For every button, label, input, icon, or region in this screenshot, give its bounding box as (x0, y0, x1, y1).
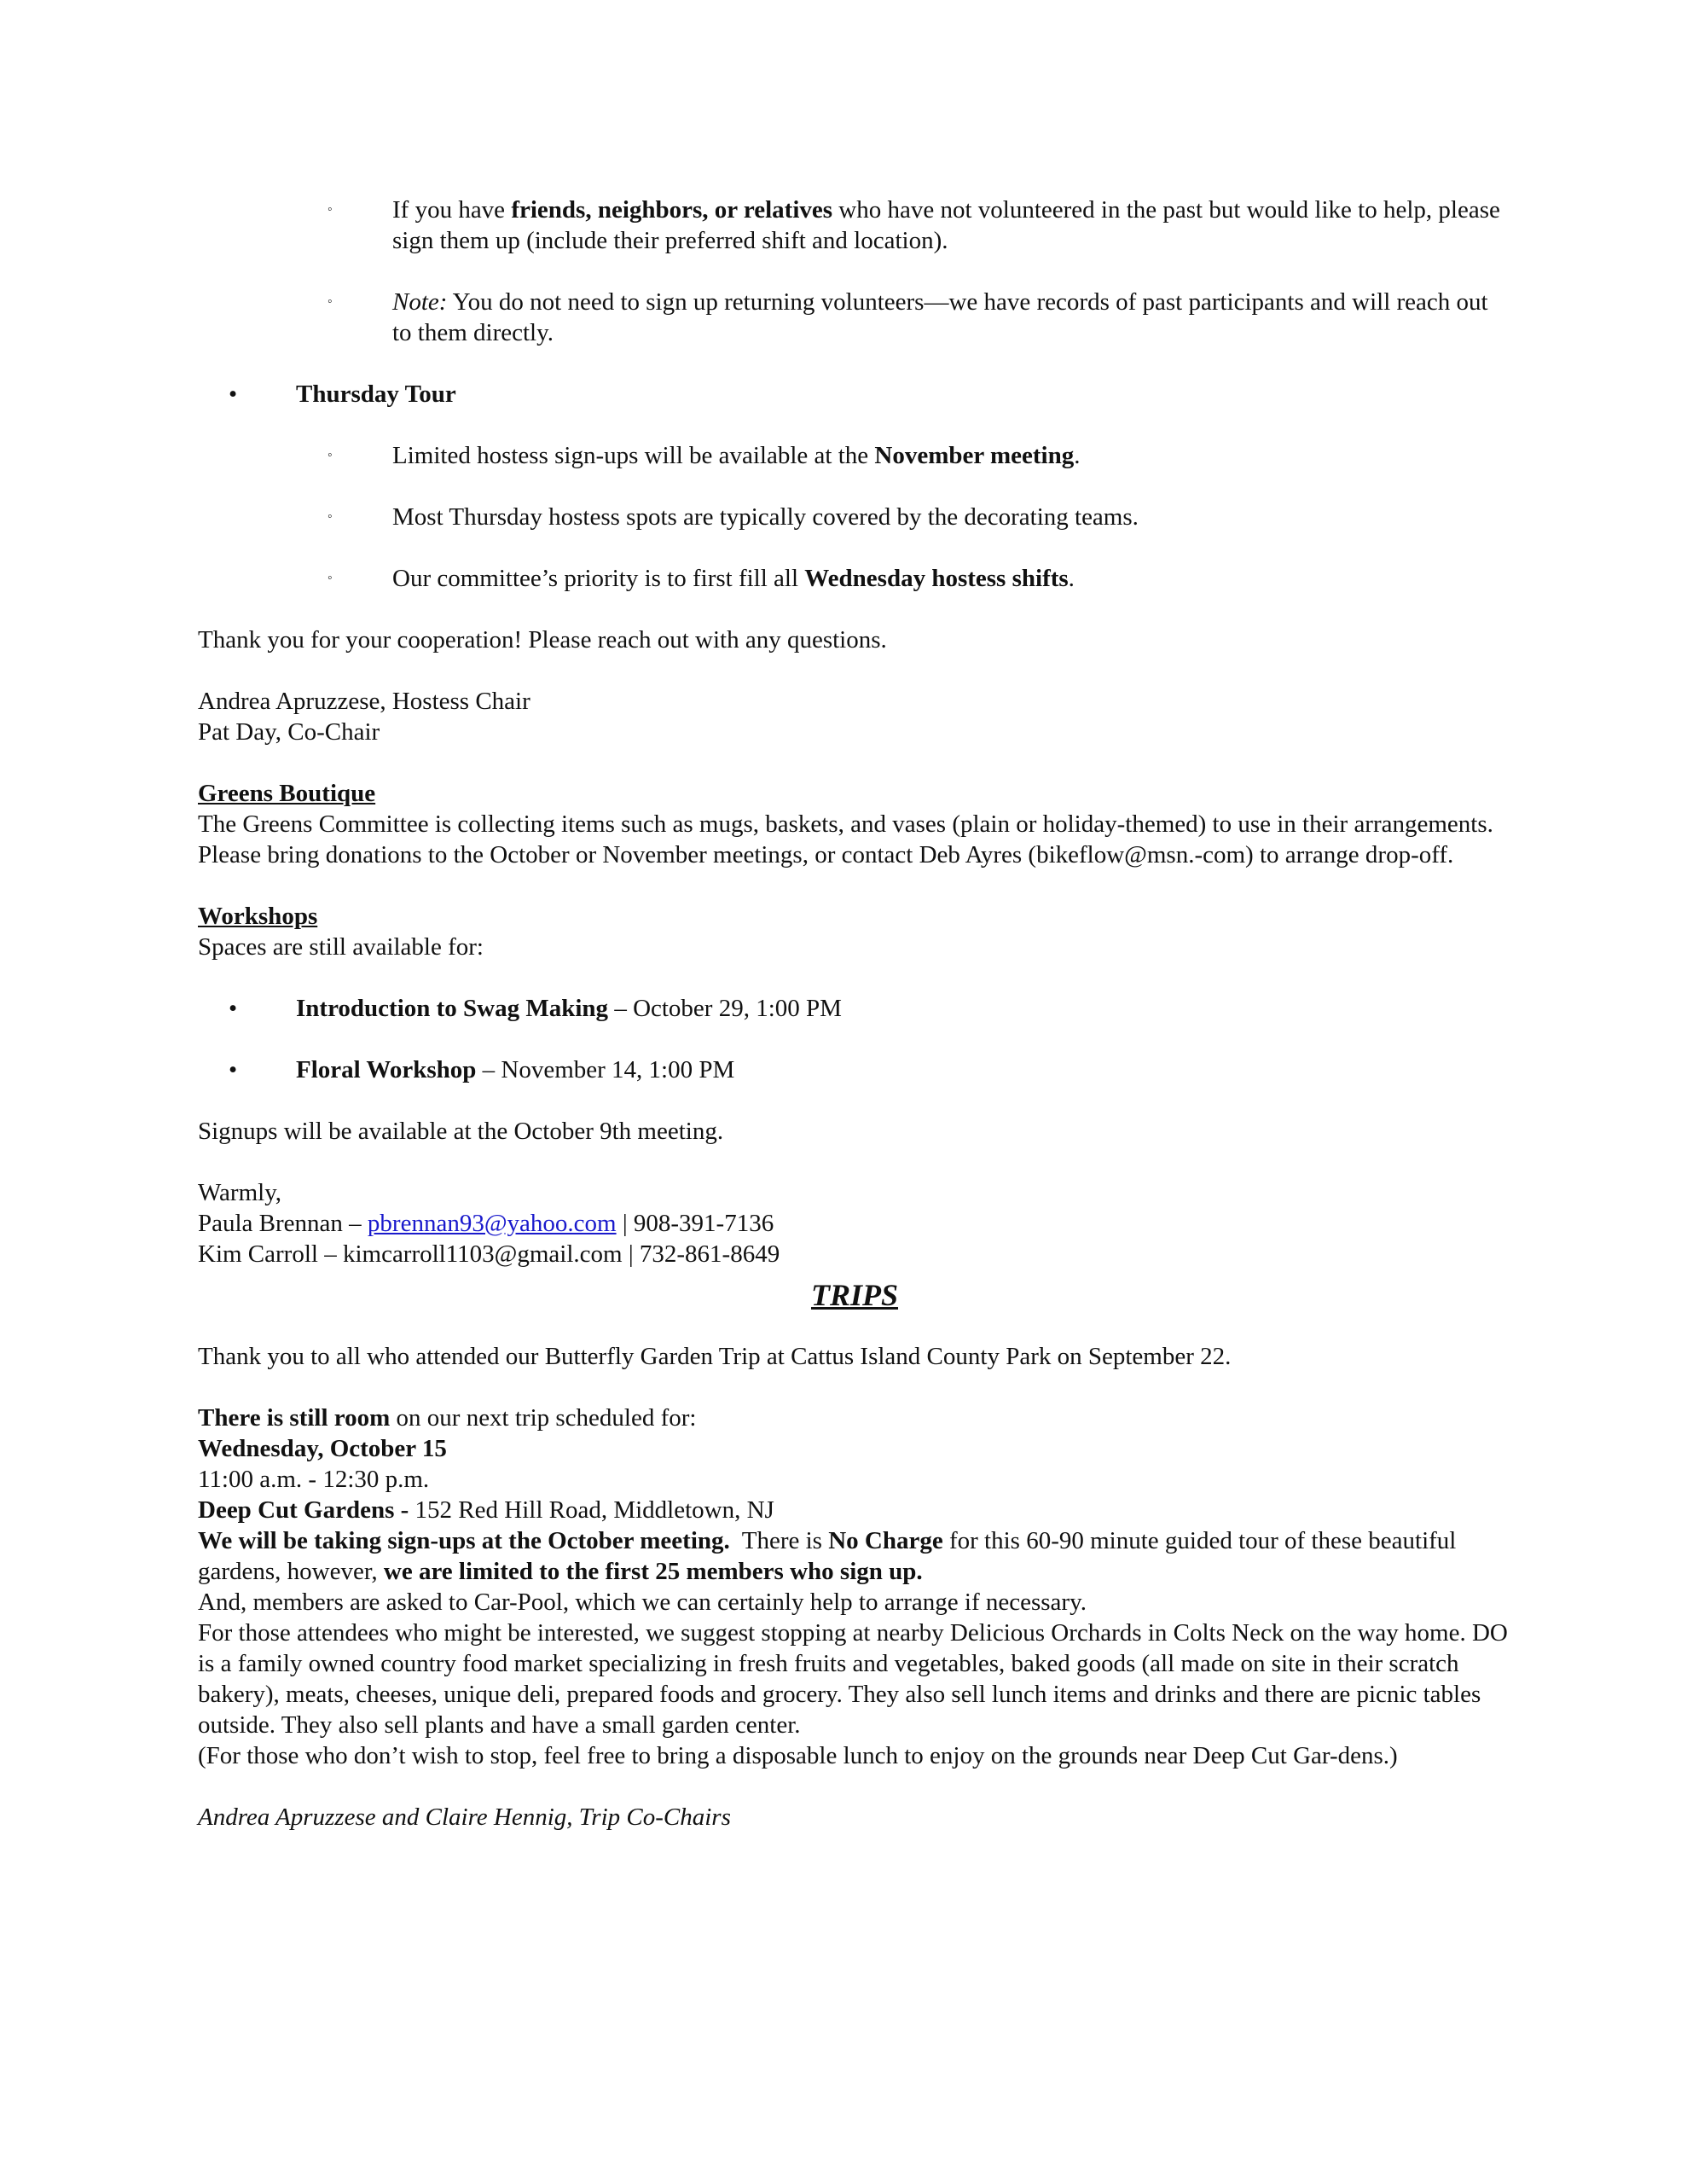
list-item-thursday-1: ◦ Limited hostess sign-ups will be available at the November meeting. (328, 442, 1081, 469)
trips-thanks: Thank you to all who attended our Butterfly Garden Trip at Cattus Island County Park on September 22. (198, 1343, 1232, 1370)
workshops-signups: Signups will be available at the October 9th meeting. (198, 1118, 724, 1145)
trip-time: 11:00 a.m. - 12:30 p.m. (198, 1466, 430, 1493)
trip-date: Wednesday, October 15 (198, 1435, 447, 1462)
trip-venue: Deep Cut Gardens - 152 Red Hill Road, Middletown, NJ (198, 1496, 774, 1524)
hollow-bullet-icon: ◦ (328, 448, 333, 462)
list-item-workshop: • Introduction to Swag Making – October 29, 1:00 PM (229, 995, 842, 1022)
list-item-note (198, 287, 1511, 348)
list-item-thursday-3: ◦ Our committee’s priority is to first fill all Wednesday hostess shifts. (328, 565, 1075, 592)
signature-hostess-chair: Andrea Apruzzese, Hostess Chair (198, 688, 530, 715)
list-item-workshop: • Floral Workshop – November 14, 1:00 PM (229, 1056, 735, 1083)
greens-heading: Greens Boutique (198, 780, 376, 807)
bullet-icon: • (229, 1056, 238, 1083)
note-text: Note: You do not need to sign up returning volunteers—we have records of past participants and will reach out to them directly. (392, 288, 1488, 346)
closing: Warmly, (198, 1179, 282, 1206)
hollow-bullet-icon: ◦ (328, 571, 333, 585)
greens-body: The Greens Committee is collecting items such as mugs, baskets, and vases (plain or holiday-themed) to use in their arrangements. Please bring donations to the October or November meetings, or contact Deb Ayres (bikeflow@msn.-com) to arrange drop-off. (198, 810, 1493, 868)
trip-signup: We will be taking sign-ups at the October meeting. There is No Charge for this 60-90 minute guided tour of these beautiful gardens, however, we are limited to the first 25 members who sign up. (198, 1527, 1457, 1585)
trip-carpool: And, members are asked to Car-Pool, which we can certainly help to arrange if necessary. (198, 1589, 1087, 1616)
contact-line: Paula Brennan – pbrennan93@yahoo.com | 908-391-7136 (198, 1210, 774, 1237)
list-item-thursday-tour (198, 379, 1511, 410)
contact-line: Kim Carroll – kimcarroll1103@gmail.com | 732-861-8649 (198, 1240, 780, 1268)
email-link[interactable]: pbrennan93@yahoo.com (367, 1210, 617, 1237)
hollow-bullet-icon: ◦ (328, 202, 333, 217)
bullet-icon: • (229, 380, 238, 408)
trips-title: TRIPS (810, 1278, 899, 1312)
list-item-friends (198, 195, 1511, 256)
trip-orchards: For those attendees who might be interested, we suggest stopping at nearby Delicious Orchards in Colts Neck on the way home. DO is a family owned country food market specializing in fresh fruits and vegetables, baked goods (all made on site in their scratch bakery), meats, cheeses, unique deli, prepared foods and grocery. They also sell lunch items and drinks and there are picnic tables outside. They also sell plants and have a small garden center. (198, 1619, 1508, 1739)
workshops-intro: Spaces are still available for: (198, 933, 484, 961)
thursday-tour-title: Thursday Tour (296, 380, 456, 408)
hollow-bullet-icon: ◦ (328, 509, 333, 524)
signature-co-chair: Pat Day, Co-Chair (198, 718, 380, 746)
hostess-thanks: Thank you for your cooperation! Please reach out with any questions. (198, 626, 887, 653)
trip-lunch-note: (For those who don’t wish to stop, feel free to bring a disposable lunch to enjoy on the grounds near Deep Cut Gar-dens.) (198, 1742, 1398, 1769)
friends-text: If you have friends, neighbors, or relatives who have not volunteered in the past but would like to help, please sign them up (include their preferred shift and location). (392, 196, 1500, 254)
hollow-bullet-icon: ◦ (328, 294, 333, 309)
trips-room: There is still room on our next trip scheduled for: (198, 1404, 697, 1432)
list-item-thursday-2: ◦ Most Thursday hostess spots are typically covered by the decorating teams. (328, 503, 1139, 531)
bullet-icon: • (229, 995, 238, 1022)
document-page (198, 195, 1511, 1833)
workshops-heading: Workshops (198, 903, 318, 930)
trip-signature: Andrea Apruzzese and Claire Hennig, Trip Co-Chairs (198, 1804, 731, 1831)
